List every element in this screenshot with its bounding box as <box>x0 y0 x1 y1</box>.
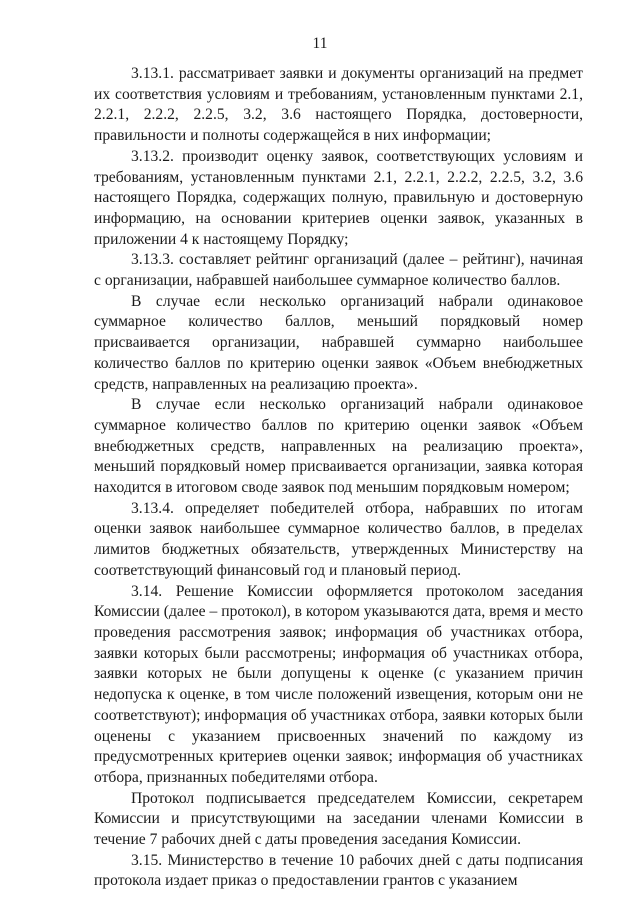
paragraph-3-13-4: 3.13.4. определяет победителей отбора, набравших по итогам оценки заявок наибольшее суммарное количество баллов, в пределах лимитов бюджетных обязательств, утвержденных Министерству на соответствующий финансовый год и плановый период. <box>94 499 583 579</box>
paragraph-equal-criterion-rule: В случае если несколько организаций набрали одинаковое суммарное количество баллов по критерию оценки заявок «Объем внебюджетных средств, направленных на реализацию проекта», меньший порядковый номер присваивается организации, заявка которая находится в итоговом своде заявок под меньшим порядковым номером; <box>94 396 583 497</box>
paragraph-3-13-1: 3.13.1. рассматривает заявки и документы организаций на предмет их соответствия условиям и требованиям, установленным пунктами 2.1, 2.2.1, 2.2.2, 2.2.5, 3.2, 3.6 настоящего Порядка, достоверности, правильности и полноты содержащейся в них информации; <box>94 65 583 145</box>
page-number: 11 <box>312 35 328 52</box>
paragraph-3-13-2: 3.13.2. производит оценку заявок, соответствующих условиям и требованиям, установленным пунктами 2.1, 2.2.1, 2.2.2, 2.2.5, 3.2, 3.6 настоящего Порядка, содержащих полную, правильную и достоверную информацию, на основании критериев оценки заявок, указанных в приложении 4 к настоящему Порядку; <box>94 147 583 248</box>
paragraph-3-14: 3.14. Решение Комиссии оформляется протоколом заседания Комиссии (далее – протокол), в котором указываются дата, время и место проведения рассмотрения заявок; информация об участниках отбора, заявки которых были рассмотрены; информация об участниках отбора, заявки которых не были допущены к оценке (с указанием причин недопуска к оценке, в том числе положений извещения, которым они не соответствуют); информация об участниках отбора, заявки которых были оценены с указанием присвоенных значений по каждому из предусмотренных критериев оценки заявок; информация об участниках отбора, признанных победителями отбора. <box>94 582 583 786</box>
paragraph-protocol-signing: Протокол подписывается председателем Комиссии, секретарем Комиссии и присутствующими на заседании членами Комиссии в течение 7 рабочих дней с даты проведения заседания Комиссии. <box>94 789 583 849</box>
paragraph-3-13-3: 3.13.3. составляет рейтинг организаций (далее – рейтинг), начиная с организации, набравшей наибольшее суммарное количество баллов. <box>94 251 583 290</box>
paragraph-3-15: 3.15. Министерство в течение 10 рабочих дней с даты подписания протокола издает приказ о предоставлении грантов с указанием <box>94 851 583 890</box>
document-body <box>94 64 583 892</box>
paragraph-equal-score-rule: В случае если несколько организаций набрали одинаковое суммарное количество баллов, меньший порядковый номер присваивается организации, набравшей суммарно наибольшее количество баллов по критерию оценки заявок «Объем внебюджетных средств, направленных на реализацию проекта». <box>94 292 583 393</box>
